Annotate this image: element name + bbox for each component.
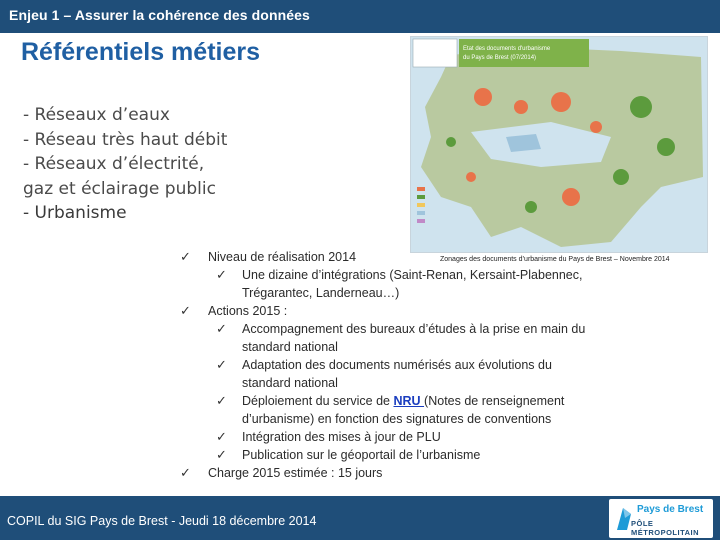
bullet-dizaine: ✓ Une dizaine d’intégrations (Saint-Renan, Kersaint-Plabennec, Trégarantec, Landerneau…) <box>216 267 583 300</box>
check-icon: ✓ <box>216 393 227 408</box>
pays-de-brest-logo <box>609 499 713 538</box>
map-caption: Zonages des documents d’urbanisme du Pays de Brest – Novembre 2014 <box>440 256 670 263</box>
map-drawing <box>411 37 707 252</box>
urbanism-map <box>410 36 708 253</box>
reseaux-item-urbanisme: - Urbanisme <box>23 203 127 223</box>
bullet-adaptation: ✓ Adaptation des documents numérisés aux évolutions du standard national <box>216 357 552 390</box>
check-icon: ✓ <box>216 321 227 336</box>
bullet-charge: ✓ Charge 2015 estimée : 15 jours <box>180 465 383 480</box>
reseaux-item-thd: - Réseau très haut débit <box>23 129 228 150</box>
map-header-line1: Etat des documents d'urbanisme <box>463 46 551 52</box>
page-title: Référentiels métiers <box>21 38 261 66</box>
reseaux-list <box>23 103 403 226</box>
footer-text: COPIL du SIG Pays de Brest - Jeudi 18 décembre 2014 <box>7 514 317 528</box>
bullet-integration: ✓ Intégration des mises à jour de PLU <box>216 429 441 444</box>
bullet-publication: ✓ Publication sur le géoportail de l’urbanisme <box>216 447 481 462</box>
nru-link[interactable]: NRU <box>393 394 425 408</box>
reseaux-item-eaux: - Réseaux d’eaux <box>23 105 170 125</box>
check-icon: ✓ <box>216 267 227 282</box>
reseaux-item-gaz: gaz et éclairage public <box>23 178 216 199</box>
logo-line2: PÔLE MÉTROPOLITAIN <box>631 519 700 537</box>
check-icon: ✓ <box>216 357 227 372</box>
progress-list <box>180 248 620 482</box>
check-icon: ✓ <box>180 303 191 318</box>
check-icon: ✓ <box>180 249 191 264</box>
check-icon: ✓ <box>216 447 227 462</box>
header-bar <box>0 0 720 33</box>
map-header-line2: du Pays de Brest (07/2014) <box>463 55 537 61</box>
header-title: Enjeu 1 – Assurer la cohérence des données <box>9 7 310 23</box>
bullet-actions: ✓ Actions 2015 : <box>180 303 288 318</box>
check-icon: ✓ <box>180 465 191 480</box>
check-icon: ✓ <box>216 429 227 444</box>
bullet-niveau: ✓ Niveau de réalisation 2014 <box>180 249 357 264</box>
bullet-accompagnement: ✓ Accompagnement des bureaux d’études à la prise en main du standard national <box>216 321 586 354</box>
logo-line1: Pays de Brest <box>637 504 704 515</box>
reseaux-item-electricite: - Réseaux d’électrité, <box>23 154 205 174</box>
bullet-deploiement: ✓ Déploiement du service de NRU (Notes de renseignement d’urbanisme) en fonction des signatures de conventions <box>216 393 565 426</box>
